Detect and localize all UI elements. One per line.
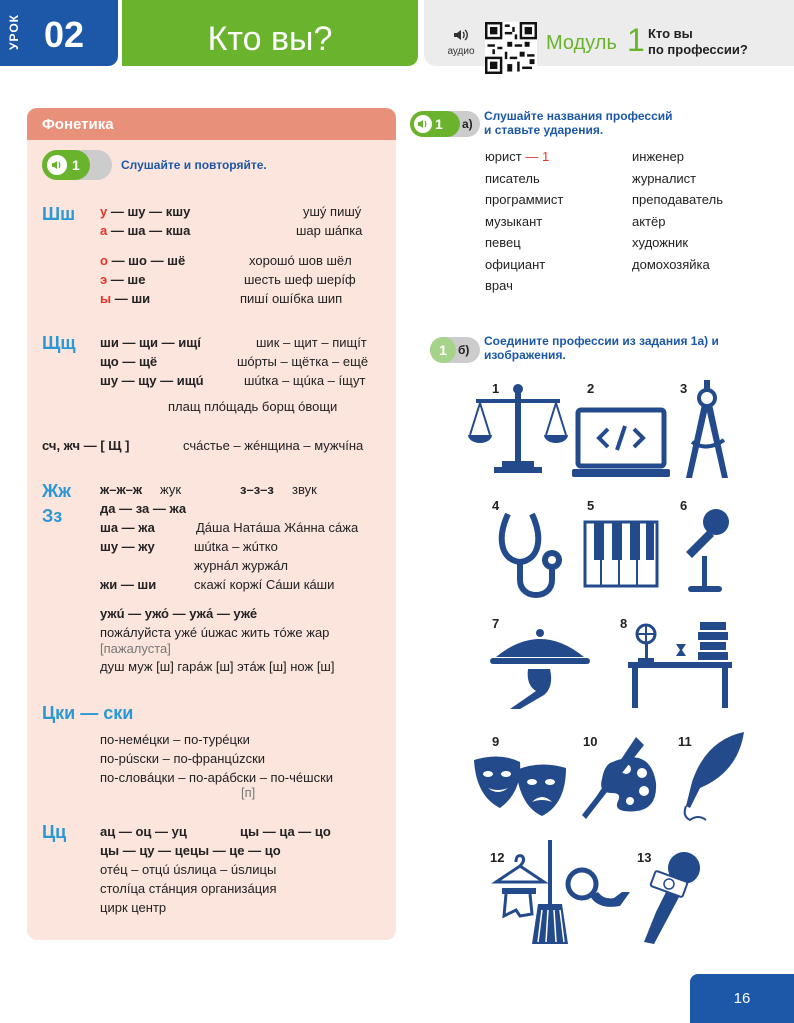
task-1-audio-button[interactable] [42, 150, 90, 180]
words: шútка – жúтко [194, 539, 278, 554]
combo-label: сч, жч — [ Щ ] [42, 438, 130, 453]
letter-ts: Цц [42, 822, 67, 842]
syllables: з–з–з [240, 482, 274, 497]
icon-number: 8 [620, 616, 628, 631]
example-answer: — 1 [525, 149, 550, 164]
ski-title: Цки — ски [42, 703, 134, 723]
syllables: ши — щи — ищí [100, 335, 201, 350]
speaker-icon [46, 154, 72, 176]
list-item: программист [485, 192, 564, 207]
words: столíца стáнция организáция [100, 881, 277, 896]
instruction-line: Соедините профессии из задания 1а) и [484, 334, 719, 348]
icon-number: 1 [492, 381, 500, 396]
words: плащ плóщадь борщ óвощи [168, 399, 338, 414]
words: счáстье – жéнщина – мужчíна [183, 438, 364, 453]
task-1a-audio-button[interactable] [410, 111, 460, 137]
words: звук [292, 482, 317, 497]
syllables: о — шо — шё [100, 253, 186, 268]
letter-sch: Щщ [42, 333, 76, 353]
syllables: ж–ж–ж [100, 482, 143, 497]
laptop-code-icon[interactable] [572, 407, 670, 479]
syllables: ы — ши [100, 291, 151, 306]
module-title-line1: Кто вы [648, 26, 693, 41]
scales-icon[interactable] [468, 383, 568, 478]
profession-list-1 [485, 146, 563, 297]
list-item: преподаватель [632, 192, 723, 207]
words: хорошó шов шёл [249, 253, 352, 268]
task-1a-instruction [484, 109, 673, 137]
syllables: шу — щу — ищú [100, 373, 204, 388]
list-item: официант [485, 256, 546, 272]
lesson-title: Кто вы? [122, 0, 418, 66]
syllables: да — за — жа [100, 501, 187, 516]
module-title-line2: по профессии? [648, 42, 748, 57]
speaker-icon [453, 29, 469, 41]
list-item: журналист [632, 170, 697, 186]
speaker-icon [413, 114, 435, 134]
icon-number: 7 [492, 616, 500, 631]
syllables: ша — жа [100, 520, 155, 535]
syllables: цы — ца — цо [240, 824, 331, 839]
instruction-line: Слушайте названия профессий [484, 109, 673, 123]
icon-number: 3 [680, 381, 688, 396]
icon-number: 13 [637, 850, 652, 865]
syllables: у — шу — кшу [100, 204, 191, 219]
qr-code-icon[interactable] [485, 22, 537, 74]
theatre-masks-icon[interactable] [470, 752, 570, 820]
module-number: 1 [627, 22, 645, 58]
module-word: Модуль [546, 32, 617, 54]
stethoscope-icon[interactable] [496, 510, 566, 602]
icon-number: 2 [587, 381, 595, 396]
icon-number: 11 [678, 734, 692, 749]
press-microphone-icon[interactable] [640, 850, 702, 946]
audio-label: аудио [447, 46, 475, 57]
words: цирк центр [100, 900, 167, 915]
compass-icon[interactable] [682, 380, 732, 480]
words: шесть шеф шерíф [244, 272, 356, 287]
serving-tray-icon[interactable] [490, 625, 590, 710]
words: жук [160, 482, 182, 497]
letter-sh: Шш [42, 204, 76, 224]
profession: юрист [485, 149, 522, 164]
palette-icon[interactable] [580, 735, 660, 821]
words: шútка – щúка – íщут [244, 373, 366, 388]
task-instruction: Слушайте и повторяйте. [121, 158, 267, 172]
task-letter: б) [458, 343, 470, 357]
icon-number: 9 [492, 734, 500, 749]
words: отéц – отцú úsлица – úsлицы [100, 862, 277, 877]
icon-number: 10 [583, 734, 598, 749]
syllables: ац — оц — уц [100, 824, 187, 839]
words: ушý пишý [303, 204, 362, 219]
syllables: що — щё [100, 354, 158, 369]
words: пишí ошíбка шип [240, 291, 343, 306]
task-number: 1 [435, 116, 443, 132]
lesson-tab [0, 0, 118, 66]
lesson-label: УРОК [7, 14, 21, 50]
page-number: 16 [690, 974, 794, 1023]
audio-button[interactable] [441, 28, 481, 57]
icon-number: 12 [490, 850, 505, 865]
words: шóрты – щётка – ещё [237, 354, 369, 369]
housework-icon[interactable] [490, 838, 632, 946]
phonetics-heading: Фонетика [27, 108, 396, 140]
list-item: инженер [632, 149, 685, 164]
words: душ муж [ш] гарáж [ш] этáж [ш] нож [ш] [100, 659, 335, 674]
module-title [648, 26, 748, 58]
syllables: ужú — ужо́ — ужа́ — уже́ [100, 606, 258, 621]
syllables: жи — ши [100, 577, 157, 592]
instruction-line: изображения. [484, 348, 566, 362]
list-item: врач [485, 278, 513, 293]
transcription: [п] [241, 785, 256, 800]
words: скажí коржí Сáши кáши [194, 577, 335, 592]
task-number: 1 [439, 342, 447, 358]
piano-keys-icon[interactable] [583, 520, 659, 588]
words: Дáша Натáша Жáнна сáжа [196, 520, 359, 535]
syllables: шу — жу [100, 539, 155, 554]
task-1b-instruction [484, 334, 719, 362]
words: по-рúsски – по-францúzски [100, 751, 266, 766]
task-1b-badge [430, 337, 456, 363]
words: шар шáпка [296, 223, 363, 238]
icon-number: 5 [587, 498, 595, 513]
list-item [485, 146, 563, 168]
quill-icon[interactable] [676, 732, 746, 824]
words: журнáл журжáл [194, 558, 288, 573]
lesson-number: 02 [44, 14, 85, 55]
list-item: музыкант [485, 213, 543, 229]
instruction-line: и ставьте ударения. [484, 123, 604, 137]
list-item: художник [632, 235, 689, 250]
list-item: домохозяйка [632, 256, 710, 272]
list-item: писатель [485, 170, 540, 186]
syllables: а — ша — кша [100, 223, 191, 238]
microphone-icon[interactable] [680, 508, 732, 596]
task-number: 1 [72, 157, 80, 173]
list-item: певец [485, 235, 521, 250]
syllables: э — ше [100, 272, 146, 287]
words: по-словáцки – по-арáбски – по-чéшски [100, 770, 334, 785]
syllables: цы — цу — цецы — це — цо [100, 843, 281, 858]
icon-number: 6 [680, 498, 688, 513]
transcription: [пажалуста] [100, 641, 171, 656]
words: пожáлуйста ужé úuжас жить тóже жар [100, 625, 330, 640]
desk-globe-icon[interactable] [628, 620, 732, 712]
words: шик – щит – пищíт [256, 335, 367, 350]
list-item: актёр [632, 213, 666, 229]
icon-number: 4 [492, 498, 500, 513]
words: по-немéцки – по-турéцки [100, 732, 250, 747]
letter-zh: Жж [42, 481, 72, 501]
letter-z: Зз [42, 506, 63, 526]
task-letter: а) [462, 117, 473, 131]
profession-list-2 [632, 146, 723, 275]
